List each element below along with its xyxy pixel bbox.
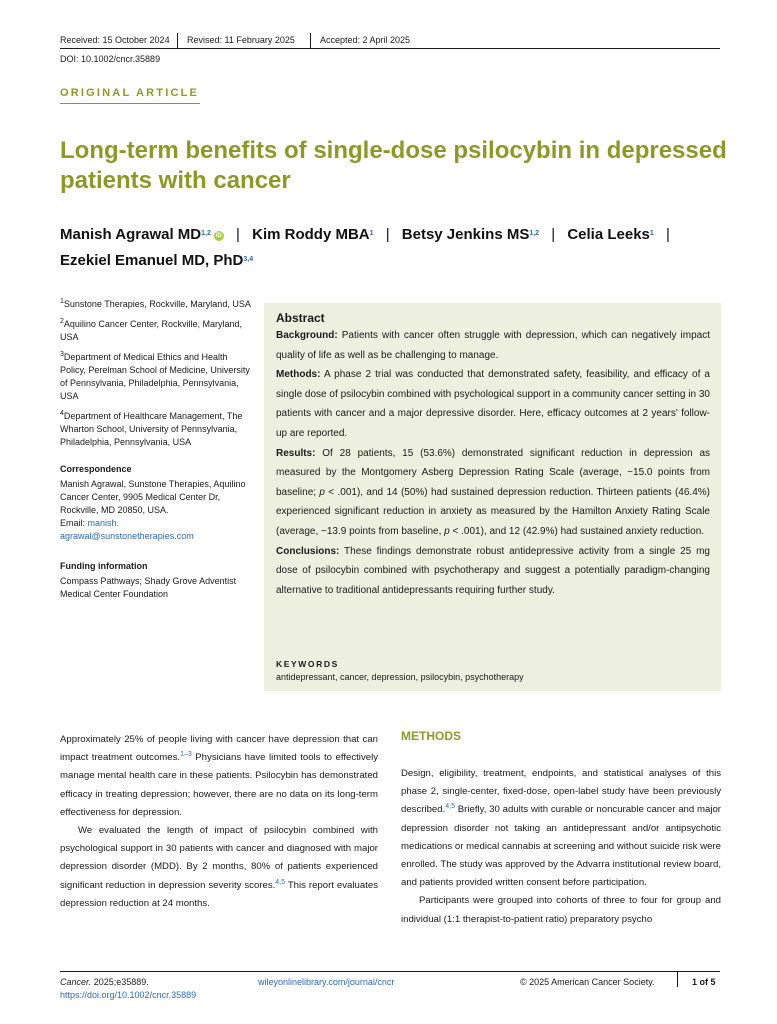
paragraph: Participants were grouped into cohorts of three to four for group and individual (1:1 therapist-to-patient ratio) preparatory psycho [401,895,721,925]
reference-link[interactable]: 4,5 [275,878,286,886]
author-name[interactable]: Kim Roddy MBA [252,226,370,243]
correspondence-heading: Correspondence [60,464,132,474]
header-rule [60,48,720,49]
divider [677,972,678,987]
journal-citation: Cancer. 2025;e35889. [60,977,149,987]
abstract-heading: Abstract [276,311,325,325]
section-rule [60,103,200,104]
divider [310,33,311,49]
abstract-conclusions: Conclusions: These findings demonstrate robust antidepressive activity from a single 25 mg dose of psilocybin combined with psychotherapy and suggest a potentially paradigm-changing alternative to traditional antidepressants requiring further study. [276,545,710,596]
author-separator: | [665,226,670,243]
keywords-heading: KEYWORDS [276,659,339,669]
author-affiliation-ref[interactable]: 1 [369,230,374,237]
funding-text: Compass Pathways; Shady Grove Adventist Medical Center Foundation [60,576,237,599]
funding-heading: Funding information [60,561,148,571]
divider [177,33,178,49]
article-dates [60,33,720,49]
author-separator: | [551,226,556,243]
paragraph: Approximately 25% of people living with cancer have depression that can impact treatment outcomes.$^{1-3}$ Physicians have limited tools to effectively manage mental health care in these patients. Psilocybin has demonstrated efficacy in treating depression; however, there are no data on its long-term effectiveness for depression. [60,734,378,818]
funding [60,560,252,601]
affiliation: $^1$Sunstone Therapies, Rockville, Maryland, USA [60,298,251,309]
section-label: ORIGINAL ARTICLE [60,87,200,99]
author-affiliation-ref[interactable]: 3,4 [243,256,254,263]
methods-heading: METHODS [401,729,461,743]
reference-link[interactable]: 1–3 [180,751,192,759]
abstract-methods: Methods: A phase 2 trial was conducted that demonstrated safety, feasibility, and efficacy of a single dose of psilocybin combined with psychological support in a community cancer setting in 30 patients with cancer and a major depressive disorder. Here, efficacy outcomes at 2 years' follow-up are reported. [276,369,710,439]
correspondence-text: Manish Agrawal, Sunstone Therapies, Aquilino Cancer Center, 9905 Medical Center Dr, Rockville, MD 20850, USA. [60,479,246,515]
abstract-background: Background: Patients with cancer often struggle with depression, which can negatively impact quality of life as well as be challenging to manage. [276,330,711,361]
reference-link[interactable]: 4,5 [445,803,455,811]
affiliation: $^3$Department of Medical Ethics and Health Policy, Perelman School of Medicine, University of Pennsylvania, Philadelphia, Pennsylvania, USA [60,351,250,401]
keywords: antidepressant, cancer, depression, psilocybin, psychotherapy [276,672,524,682]
doi-link[interactable]: https://doi.org/10.1002/cncr.35889 [60,990,197,1000]
author-list [60,222,740,274]
author-name[interactable]: Betsy Jenkins MS [401,226,530,243]
doi: DOI: 10.1002/cncr.35889 [60,54,161,64]
abstract-content [276,311,710,600]
received-date: Received: 15 October 2024 [60,35,170,45]
author-affiliation-ref[interactable]: 1 [649,230,654,237]
abstract-box [264,303,721,691]
paragraph: Design, eligibility, treatment, endpoints, and statistical analyses of this phase 2, single-center, fixed-dose, open-label study have been previously described.$^{4,5}$ Briefly, 30 adults with curable or noncurable cancer and major depression disorder not taking an antidepressant and/or antipsychotic medications or medical cannabis at screening and without suicide risk were enrolled. The study was approved by the Advarra institutional review board, and patients provided written consent before participation. [401,768,721,889]
author-separator: | [385,226,390,243]
copyright: © 2025 American Cancer Society. [520,977,655,987]
affiliation: $^4$Department of Healthcare Management, The Wharton School, University of Pennsylvania, Philadelphia, Pennsylvania, USA [60,410,243,447]
paragraph: We evaluated the length of impact of psilocybin combined with psychological support in 30 patients with cancer and diagnosed with major depression disorder (MDD). By 2 months, 80% of patients experienced significant reduction in depression severity scores.$^{4,5}$ This report evaluates depression reduction at 24 months. [60,825,378,909]
author-name[interactable]: Ezekiel Emanuel MD, PhD [60,252,244,269]
methods-text [401,765,721,929]
correspondence [60,463,252,543]
intro-text [60,731,378,913]
email-link[interactable]: manish. [87,518,120,528]
orcid-icon[interactable]: iD [215,233,222,239]
accepted-date: Accepted: 2 April 2025 [320,35,411,45]
author-affiliation-ref[interactable]: 1,2 [201,230,211,237]
author-affiliation-ref[interactable]: 1,2 [529,230,540,237]
email-link[interactable]: agrawal@sunstonetherapies.com [60,531,194,541]
page-number: 1 of 5 [692,977,716,987]
author-name[interactable]: Manish Agrawal MD [60,226,202,243]
journal-website-link[interactable]: wileyonlinelibrary.com/journal/cncr [258,977,395,987]
abstract-results: Results: Of 28 patients, 15 (53.6%) demonstrated significant reduction in depression as measured by the Montgomery Asberg Depression Rating Scale (average, −15.0 points from baseline; p < .001), and 14 (50%) had sustained depression reduction. Thirteen patients (46.4%) experienced significant reduction in anxiety as measured by the Hamilton Anxiety Rating Scale (average, −13.9 points from baseline, p < .001), and 12 (42.9%) had sustained anxiety reduction. [276,447,710,537]
affiliations [60,298,252,456]
article-title: Long-term benefits of single-dose psilocybin in depressed patients with cancer [60,137,727,194]
footer-rule [60,971,720,972]
affiliation: $^2$Aquilino Cancer Center, Rockville, Maryland, USA [60,318,242,342]
correspondence-email: Email: manish. [60,518,120,528]
author-name[interactable]: Celia Leeks [567,226,650,243]
revised-date: Revised: 11 February 2025 [187,35,295,45]
author-separator: | [236,226,240,243]
